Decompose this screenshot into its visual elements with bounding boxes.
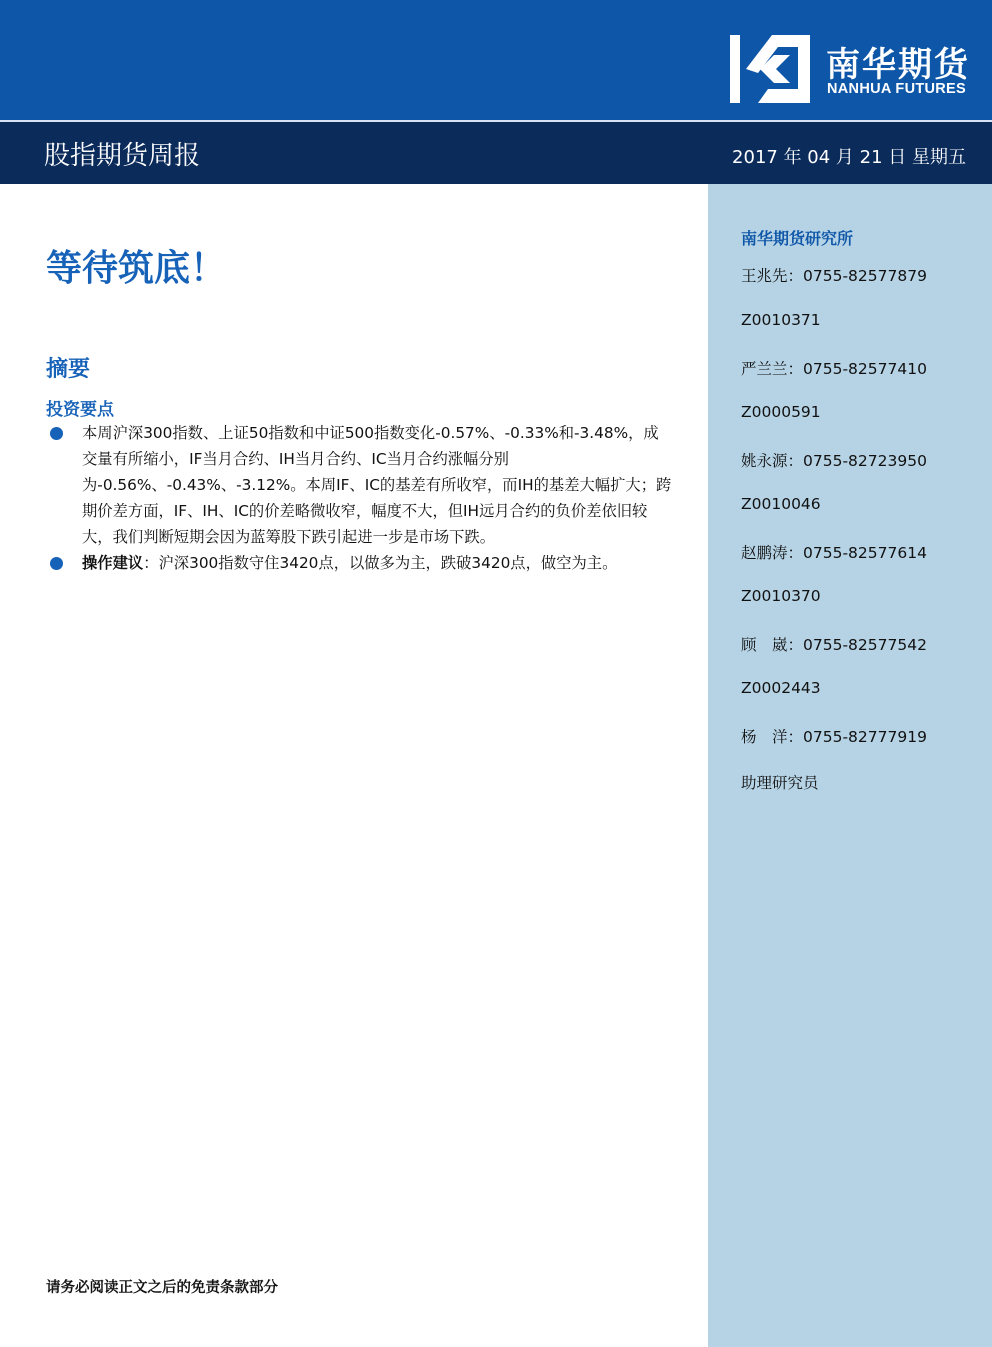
advice-text: ：沪深300指数守住3420点，以做多为主，跌破3420点，做空为主。 [143, 554, 618, 572]
analyst-line: Z0002443 [741, 679, 821, 697]
points-heading: 投资要点 [46, 400, 114, 420]
analyst-line: 顾 崴：0755-82577542 [741, 636, 927, 654]
page-title: 等待筑底！ [46, 248, 227, 289]
bullet-text: 本周沪深300指数、上证50指数和中证500指数变化-0.57%、-0.33%和-3.48%，成交量有所缩小，IF当月合约、IH当月合约、IC当月合约涨幅分别为-0.56%、-0.43%、-3.12%。本周IF、IC的基差有所收窄，而IH的基差大幅扩大；跨期价差方面，IF、IH、IC的价差略微收窄，幅度不大，但IH远月合约的负价差依旧较大，我们判断短期会因为蓝筹股下跌引起进一步是市场下跌。 [82, 424, 672, 546]
summary-heading: 摘要 [46, 357, 91, 382]
analyst-line: 严兰兰：0755-82577410 [741, 360, 927, 378]
bullet-text [82, 550, 672, 576]
analyst-line: 助理研究员 [741, 774, 819, 792]
analyst-line: 姚永源：0755-82723950 [741, 452, 927, 470]
analyst-line: 杨 洋：0755-82777919 [741, 728, 927, 746]
bullet-icon [50, 427, 63, 440]
analyst-line: 王兆先：0755-82577879 [741, 267, 927, 285]
analyst-line: Z0010046 [741, 495, 821, 513]
analyst-line: Z0000591 [741, 403, 821, 421]
analyst-line: Z0010371 [741, 311, 821, 329]
disclaimer-note: 请务必阅读正文之后的免责条款部分 [46, 1280, 278, 1296]
brand-name-en: NANHUA FUTURES [827, 81, 966, 97]
analyst-line: Z0010370 [741, 587, 821, 605]
brand-name-cn: 南华期货 [826, 45, 970, 85]
institute-name: 南华期货研究所 [741, 229, 854, 248]
report-type: 股指期货周报 [44, 141, 201, 171]
report-date: 2017 年 04 月 21 日 星期五 [732, 147, 966, 168]
advice-label: 操作建议 [82, 554, 144, 572]
brand-logo [728, 33, 978, 107]
nanhua-logo-icon [728, 33, 812, 105]
bullet-icon [50, 557, 63, 570]
analyst-line: 赵鹏涛：0755-82577614 [741, 544, 927, 562]
